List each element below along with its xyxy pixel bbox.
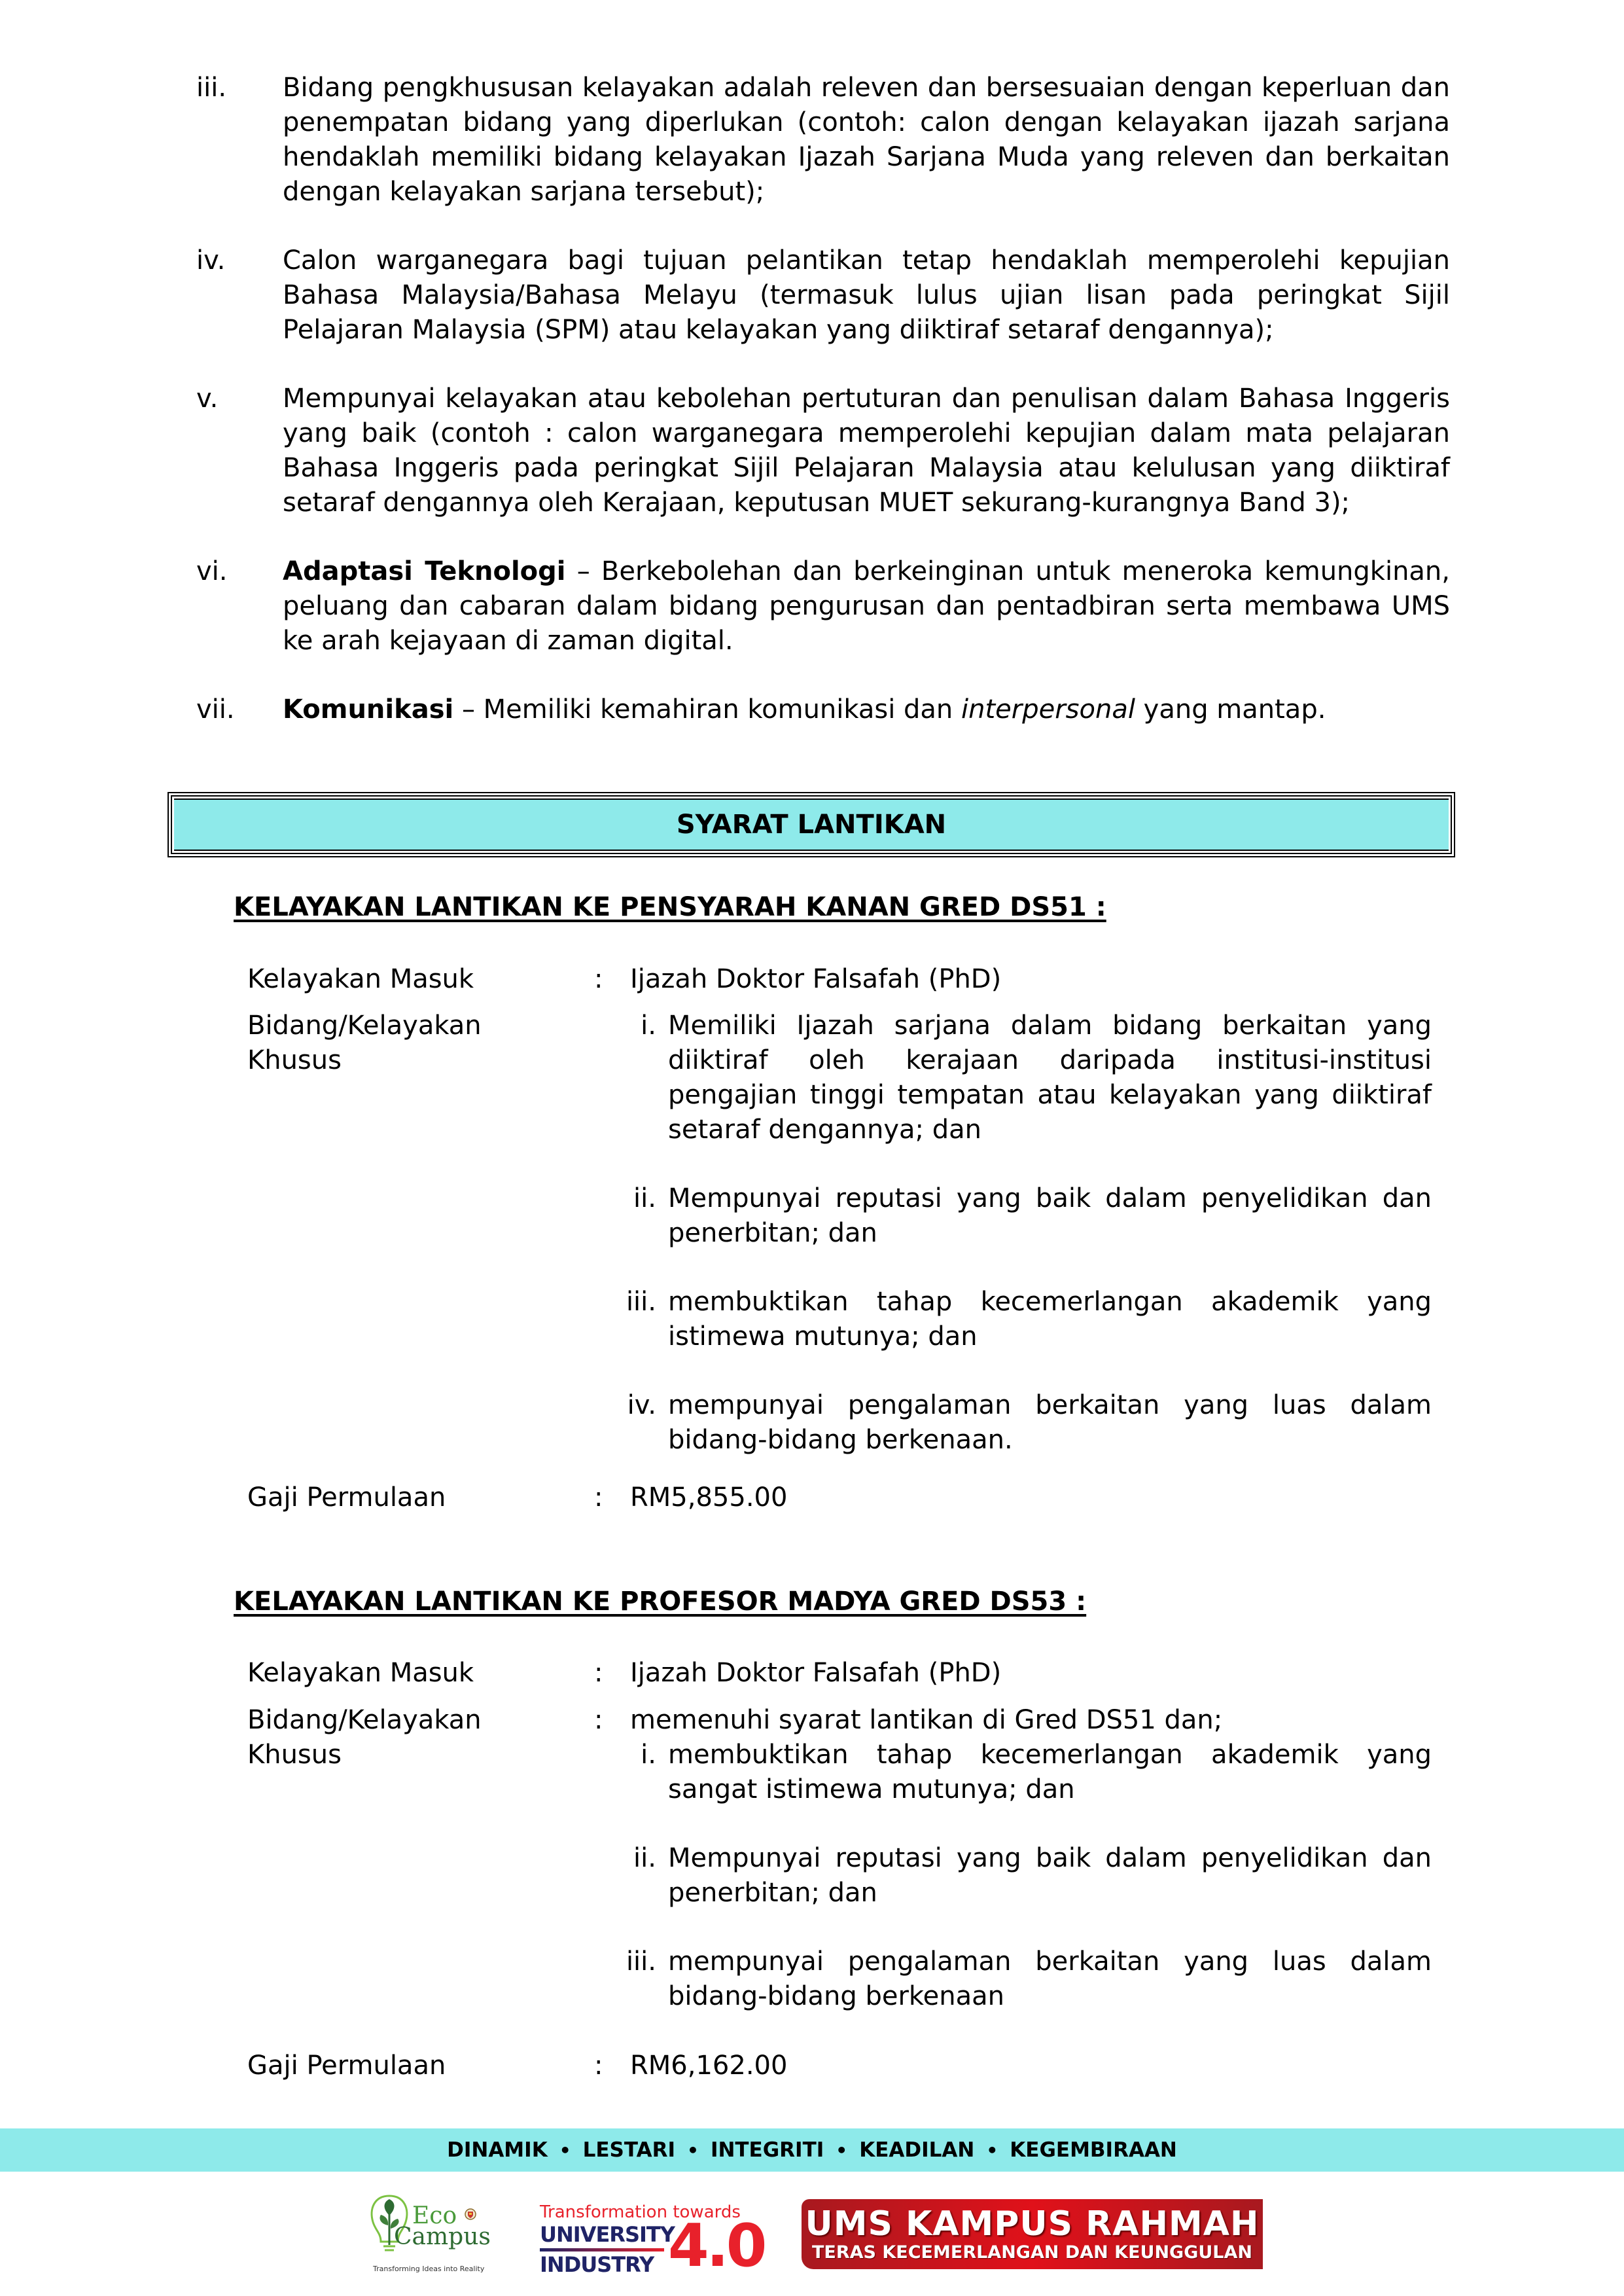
bullet-separator: • <box>986 2139 998 2161</box>
list-item <box>196 71 1450 209</box>
sub-number: iii. <box>626 1287 656 1317</box>
sub-text: membuktikan tahap kecemerlangan akademik yang sangat istimewa mutunya; dan <box>668 1740 1432 1804</box>
ds51-field-row <box>247 1009 1432 1464</box>
value-kegembiraan: KEGEMBIRAAN <box>1010 2138 1177 2162</box>
entry-value: Ijazah Doktor Falsafah (PhD) <box>630 964 1002 994</box>
sub-text: membuktikan tahap kecemerlangan akademik yang istimewa mutunya; dan <box>668 1287 1432 1352</box>
campus-text: Campus <box>394 2223 491 2250</box>
list-item <box>196 382 1450 520</box>
u40-industry-text: INDUSTRY <box>540 2252 654 2277</box>
item-description: – Memiliki kemahiran komunikasi dan <box>453 694 961 725</box>
university-crest-icon <box>465 2207 476 2221</box>
sub-number: iii. <box>626 1946 656 1977</box>
item-description-tail: yang mantap. <box>1135 694 1326 725</box>
ds51-sub-list <box>626 1009 1432 1464</box>
item-italic-term: interpersonal <box>961 694 1135 725</box>
ds51-entry-row <box>247 962 1432 997</box>
sub-number: i. <box>641 1740 656 1770</box>
sub-item <box>630 1738 1432 1807</box>
item-text <box>283 554 1450 658</box>
sub-item <box>630 1181 1432 1251</box>
entry-label: Kelayakan Masuk <box>247 1658 474 1688</box>
field-label-line1: Bidang/Kelayakan <box>247 1705 482 1735</box>
field-label <box>247 1009 594 1464</box>
list-item <box>196 554 1450 658</box>
sub-item <box>626 1285 1432 1354</box>
eco-text: Eco <box>412 2202 457 2229</box>
requirements-list <box>196 71 1450 761</box>
list-item <box>196 692 1450 727</box>
field-label-line2: Khusus <box>247 1740 342 1770</box>
eco-campus-logo <box>366 2193 497 2278</box>
ums-subtitle: TERAS KECEMERLANGAN DAN KEUNGGULAN <box>811 2242 1252 2263</box>
item-text: Bidang pengkhususan kelayakan adalah releven dan bersesuaian dengan keperluan dan penempatan bidang yang diperlukan (contoh: calon dengan kelayakan ijazah sarjana hendaklah memiliki bidang kelayakan Ijazah Sarjana Muda yang releven dan berkaitan dengan kelayakan sarjana tersebut); <box>283 73 1450 207</box>
item-number: vi. <box>196 556 228 586</box>
sub-text: Mempunyai reputasi yang baik dalam penyelidikan dan penerbitan; dan <box>668 1183 1432 1248</box>
ds51-salary-row <box>247 1480 1432 1515</box>
value-keadilan: KEADILAN <box>859 2138 975 2162</box>
ums-kampus-rahmah-logo <box>802 2199 1263 2269</box>
university-4-0-logo <box>540 2202 765 2280</box>
sub-text: mempunyai pengalaman berkaitan yang luas dalam bidang-bidang berkenaan <box>668 1946 1432 2011</box>
banner-title: SYARAT LANTIKAN <box>676 810 947 840</box>
colon: : <box>594 1482 603 1513</box>
field-label <box>247 1703 594 2020</box>
field-intro: memenuhi syarat lantikan di Gred DS51 dan; <box>630 1705 1223 1735</box>
item-number: vii. <box>196 694 235 725</box>
item-text <box>283 692 1450 727</box>
colon: : <box>594 1705 603 1735</box>
ds53-entry-row <box>247 1656 1432 1691</box>
ums-title: UMS KAMPUS RAHMAH <box>805 2204 1260 2244</box>
u40-university-text: UNIVERSITY <box>540 2222 675 2247</box>
u40-divider <box>540 2248 664 2251</box>
footer-logos <box>0 2179 1624 2278</box>
sub-number: ii. <box>633 1183 656 1213</box>
field-label-line2: Khusus <box>247 1045 342 1075</box>
field-label-line1: Bidang/Kelayakan <box>247 1011 482 1041</box>
footer-values-band <box>0 2128 1624 2172</box>
item-text: Calon warganegara bagi tujuan pelantikan tetap hendaklah memperolehi kepujian Bahasa Malaysia/Bahasa Melayu (termasuk lulus ujian lisan pada peringkat Sijil Pelajaran Malaysia (SPM) atau kelayakan yang diiktiraf setaraf dengannya); <box>283 245 1450 345</box>
eco-tagline: Transforming Ideas into Reality <box>373 2265 485 2273</box>
sub-item <box>630 1009 1432 1147</box>
sub-text: Mempunyai reputasi yang baik dalam penyelidikan dan penerbitan; dan <box>668 1843 1432 1908</box>
section-banner <box>168 792 1455 857</box>
ds53-heading: KELAYAKAN LANTIKAN KE PROFESOR MADYA GRED DS53 : <box>234 1587 1087 1617</box>
item-text: Mempunyai kelayakan atau kebolehan pertuturan dan penulisan dalam Bahasa Inggeris yang baik (contoh : calon warganegara memperolehi kepujian dalam mata pelajaran Bahasa Inggeris pada peringkat Sijil Pelajaran Malaysia atau kelulusan yang diiktiraf setaraf dengannya oleh Kerajaan, keputusan MUET sekurang-kurangnya Band 3); <box>283 384 1450 518</box>
u40-big-number: 4.0 <box>668 2212 765 2280</box>
value-lestari: LESTARI <box>582 2138 676 2162</box>
list-item <box>196 243 1450 348</box>
sub-item <box>626 1945 1432 2014</box>
sub-text: mempunyai pengalaman berkaitan yang luas dalam bidang-bidang berkenaan. <box>668 1390 1432 1455</box>
bullet-separator: • <box>559 2139 571 2161</box>
item-number: iii. <box>196 73 227 103</box>
salary-label: Gaji Permulaan <box>247 2051 446 2081</box>
item-number: iv. <box>196 245 226 276</box>
item-bold-term: Adaptasi Teknologi <box>283 556 566 586</box>
entry-value: Ijazah Doktor Falsafah (PhD) <box>630 1658 1002 1688</box>
banner-fill <box>174 798 1449 851</box>
ds53-sub-list <box>626 1703 1432 2020</box>
colon: : <box>594 1658 603 1688</box>
sub-text: Memiliki Ijazah sarjana dalam bidang berkaitan yang diiktiraf oleh kerajaan daripada institusi-institusi pengajian tinggi tempatan atau kelayakan yang diiktiraf setaraf dengannya; dan <box>668 1011 1432 1145</box>
salary-value: RM6,162.00 <box>630 2051 788 2081</box>
salary-value: RM5,855.00 <box>630 1482 788 1513</box>
colon: : <box>594 964 603 994</box>
ds51-heading: KELAYAKAN LANTIKAN KE PENSYARAH KANAN GRED DS51 : <box>234 892 1106 922</box>
colon: : <box>594 2051 603 2081</box>
item-description: – Berkebolehan dan berkeinginan untuk meneroka kemungkinan, peluang dan cabaran dalam bidang pengurusan dan pentadbiran serta membawa UMS ke arah kejayaan di zaman digital. <box>283 556 1450 656</box>
item-number: v. <box>196 384 219 414</box>
sub-item <box>627 1388 1432 1458</box>
item-bold-term: Komunikasi <box>283 694 454 725</box>
core-values <box>447 2138 1177 2162</box>
sub-number: i. <box>641 1011 656 1041</box>
sub-item <box>630 1841 1432 1910</box>
value-integriti: INTEGRITI <box>710 2138 824 2162</box>
entry-label: Kelayakan Masuk <box>247 964 474 994</box>
ds53-field-row <box>247 1703 1432 2020</box>
u40-top-text: Transformation towards <box>540 2202 741 2222</box>
ds53-salary-row <box>247 2049 1432 2083</box>
sub-number: ii. <box>633 1843 656 1873</box>
bullet-separator: • <box>836 2139 848 2161</box>
bullet-separator: • <box>687 2139 699 2161</box>
sub-number: iv. <box>627 1390 656 1420</box>
value-dinamik: DINAMIK <box>447 2138 548 2162</box>
salary-label: Gaji Permulaan <box>247 1482 446 1513</box>
